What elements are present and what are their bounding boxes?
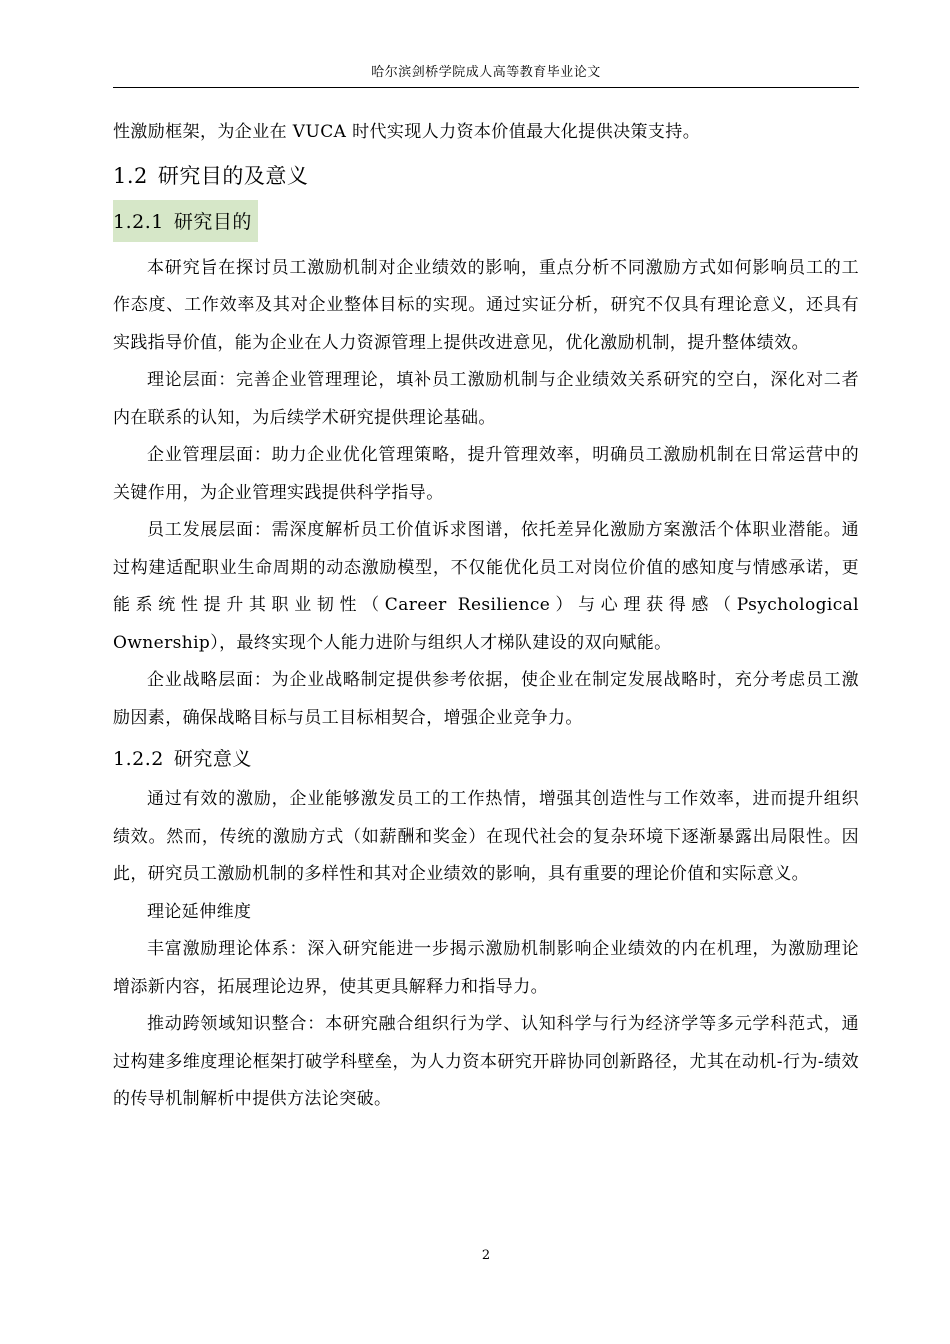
section-number: 1.2.1 <box>113 210 164 233</box>
lead-in-paragraph: 性激励框架，为企业在 VUCA 时代实现人力资本价值最大化提供决策支持。 <box>113 122 701 142</box>
paragraph-management-level: 企业管理层面：助力企业优化管理策略，提升管理效率，明确员工激励机制在日常运营中的关键作用，为企业管理实践提供科学指导。 <box>113 445 859 503</box>
paragraph-employee-development-level: 员工发展层面：需深度解析员工价值诉求图谱，依托差异化激励方案激活个体职业潜能。通过构建适配职业生命周期的动态激励模型，不仅能优化员工对岗位价值的感知度与情感承诺，更能系统性提升其职业韧性（Career Resilience）与心理获得感（Psychological Ownership），最终实现个人能力进阶与组织人才梯队建设的双向赋能。 <box>113 520 859 653</box>
section-number: 1.2 <box>113 163 148 188</box>
page-number: 2 <box>481 1248 491 1263</box>
section-title: 研究目的 <box>173 210 252 233</box>
section-number: 1.2.2 <box>113 748 164 770</box>
section-heading-1-2 <box>113 158 859 194</box>
header-divider <box>113 87 859 88</box>
section-heading-1-2-1 <box>113 200 258 242</box>
paragraph-cross-domain: 推动跨领域知识整合：本研究融合组织行为学、认知科学与行为经济学等多元学科范式，通过构建多维度理论框架打破学科壁垒，为人力资本研究开辟协同创新路径，尤其在动机-行为-绩效的传导机制解析中提供方法论突破。 <box>113 1014 859 1109</box>
section-heading-1-2-2 <box>113 741 859 777</box>
paragraph-enrich-theory: 丰富激励理论体系：深入研究能进一步揭示激励机制影响企业绩效的内在机理，为激励理论增添新内容，拓展理论边界，使其更具解释力和指导力。 <box>113 939 859 997</box>
paragraph-theory-level: 理论层面：完善企业管理理论，填补员工激励机制与企业绩效关系研究的空白，深化对二者内在联系的认知，为后续学术研究提供理论基础。 <box>113 370 859 428</box>
section-title: 研究意义 <box>173 748 252 770</box>
section-title: 研究目的及意义 <box>157 163 309 188</box>
page-header-title: 哈尔滨剑桥学院成人高等教育毕业论文 <box>371 65 601 80</box>
paragraph-strategy-level: 企业战略层面：为企业战略制定提供参考依据，使企业在制定发展战略时，充分考虑员工激励因素，确保战略目标与员工目标相契合，增强企业竞争力。 <box>113 670 859 728</box>
paragraph-purpose-intro: 本研究旨在探讨员工激励机制对企业绩效的影响，重点分析不同激励方式如何影响员工的工作态度、工作效率及其对企业整体目标的实现。通过实证分析，研究不仅具有理论意义，还具有实践指导价值，能为企业在人力资源管理上提供改进意见，优化激励机制，提升整体绩效。 <box>113 257 859 353</box>
paragraph-theory-extension-label: 理论延伸维度 <box>147 901 252 922</box>
document-body <box>113 114 859 1119</box>
paragraph-significance-intro: 通过有效的激励，企业能够激发员工的工作热情，增强其创造性与工作效率，进而提升组织绩效。然而，传统的激励方式（如薪酬和奖金）在现代社会的复杂环境下逐渐暴露出局限性。因此，研究员工激励机制的多样性和其对企业绩效的影响，具有重要的理论价值和实际意义。 <box>113 789 859 884</box>
